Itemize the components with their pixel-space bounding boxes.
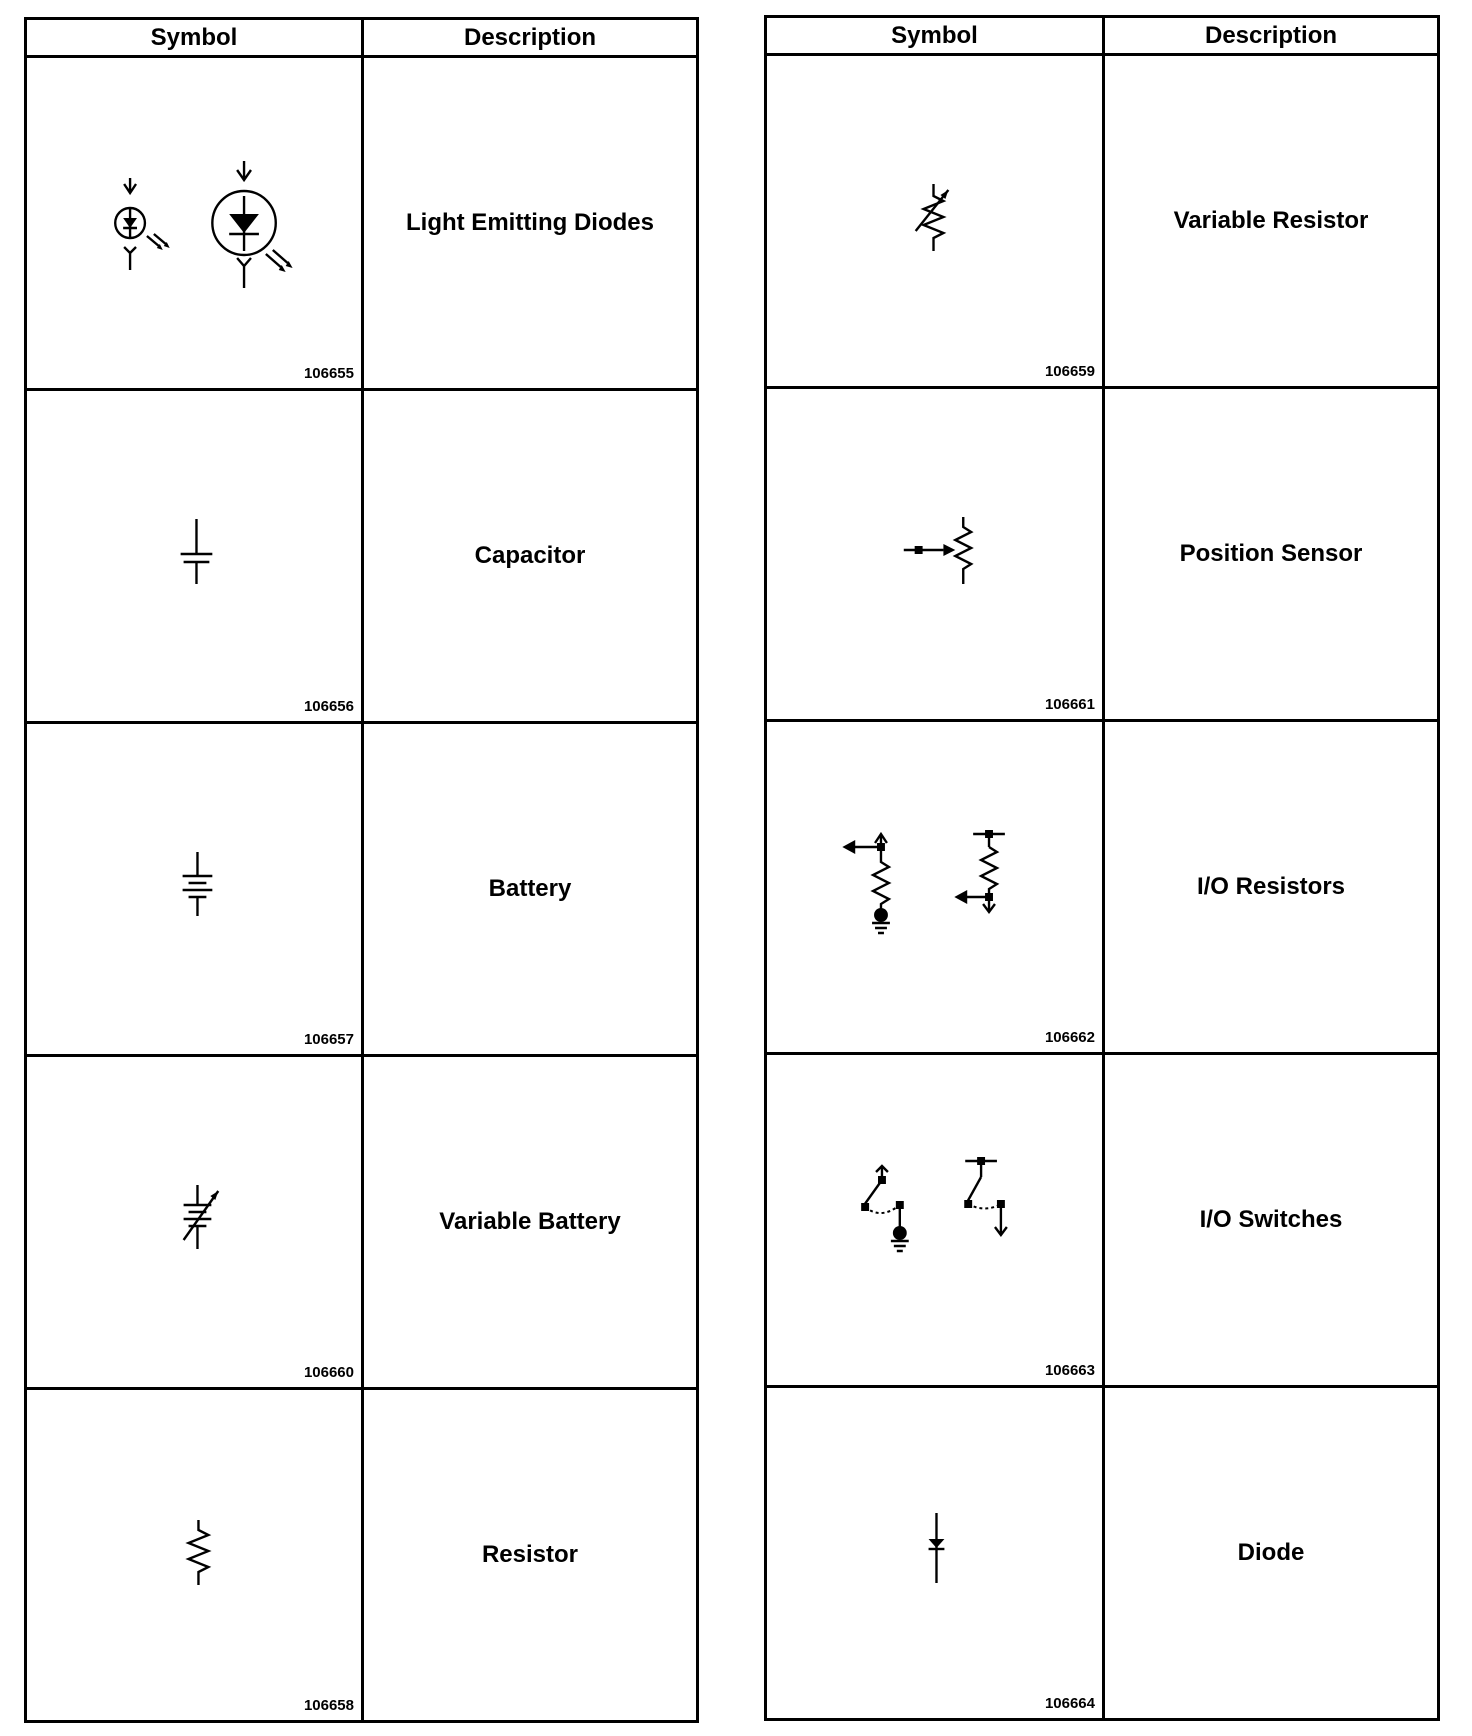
header-row bbox=[26, 19, 698, 57]
description-cell: Position Sensor bbox=[1104, 388, 1439, 721]
part-code: 106663 bbox=[1044, 1362, 1095, 1379]
symbol-cell bbox=[766, 55, 1104, 388]
part-code: 106661 bbox=[1044, 696, 1095, 713]
part-code: 106662 bbox=[1044, 1029, 1095, 1046]
description-cell: Light Emitting Diodes bbox=[363, 57, 698, 390]
symbol-cell bbox=[26, 57, 363, 390]
symbol-table-right bbox=[764, 15, 1440, 1721]
io-resistors-icon bbox=[767, 722, 1102, 1052]
table-row bbox=[26, 723, 698, 1056]
part-code: 106657 bbox=[303, 1031, 354, 1048]
description-cell: Resistor bbox=[363, 1389, 698, 1722]
part-code: 106660 bbox=[303, 1364, 354, 1381]
header-description: Description bbox=[1104, 17, 1439, 55]
symbol-cell bbox=[766, 388, 1104, 721]
symbol-cell bbox=[26, 390, 363, 723]
table-row bbox=[766, 1054, 1439, 1387]
position-sensor-icon bbox=[767, 389, 1102, 719]
table-row bbox=[766, 1387, 1439, 1720]
description-cell: Capacitor bbox=[363, 390, 698, 723]
part-code: 106664 bbox=[1044, 1695, 1095, 1712]
part-code: 106656 bbox=[303, 698, 354, 715]
part-code: 106658 bbox=[303, 1697, 354, 1714]
symbol-cell bbox=[26, 723, 363, 1056]
light-emitting-diodes-icon bbox=[27, 58, 361, 388]
symbol-cell bbox=[766, 1054, 1104, 1387]
table-row bbox=[766, 721, 1439, 1054]
part-code: 106659 bbox=[1044, 363, 1095, 380]
header-description: Description bbox=[363, 19, 698, 57]
capacitor-icon bbox=[27, 391, 361, 721]
header-row bbox=[766, 17, 1439, 55]
symbol-cell bbox=[26, 1389, 363, 1722]
description-cell: Battery bbox=[363, 723, 698, 1056]
resistor-icon bbox=[27, 1390, 361, 1720]
description-cell: I/O Resistors bbox=[1104, 721, 1439, 1054]
variable-battery-icon bbox=[27, 1057, 361, 1387]
description-cell: Variable Resistor bbox=[1104, 55, 1439, 388]
table-row bbox=[26, 390, 698, 723]
table-row bbox=[766, 388, 1439, 721]
symbol-cell bbox=[766, 721, 1104, 1054]
table-row bbox=[26, 1056, 698, 1389]
description-cell: Diode bbox=[1104, 1387, 1439, 1720]
diode-icon bbox=[767, 1388, 1102, 1718]
header-symbol: Symbol bbox=[26, 19, 363, 57]
symbol-cell bbox=[26, 1056, 363, 1389]
table-row bbox=[26, 57, 698, 390]
symbol-cell bbox=[766, 1387, 1104, 1720]
part-code: 106655 bbox=[303, 365, 354, 382]
io-switches-icon bbox=[767, 1055, 1102, 1385]
variable-resistor-icon bbox=[767, 56, 1102, 386]
description-cell: I/O Switches bbox=[1104, 1054, 1439, 1387]
header-symbol: Symbol bbox=[766, 17, 1104, 55]
symbol-table-left bbox=[24, 17, 699, 1723]
battery-icon bbox=[27, 724, 361, 1054]
table-row bbox=[26, 1389, 698, 1722]
table-row bbox=[766, 55, 1439, 388]
description-cell: Variable Battery bbox=[363, 1056, 698, 1389]
